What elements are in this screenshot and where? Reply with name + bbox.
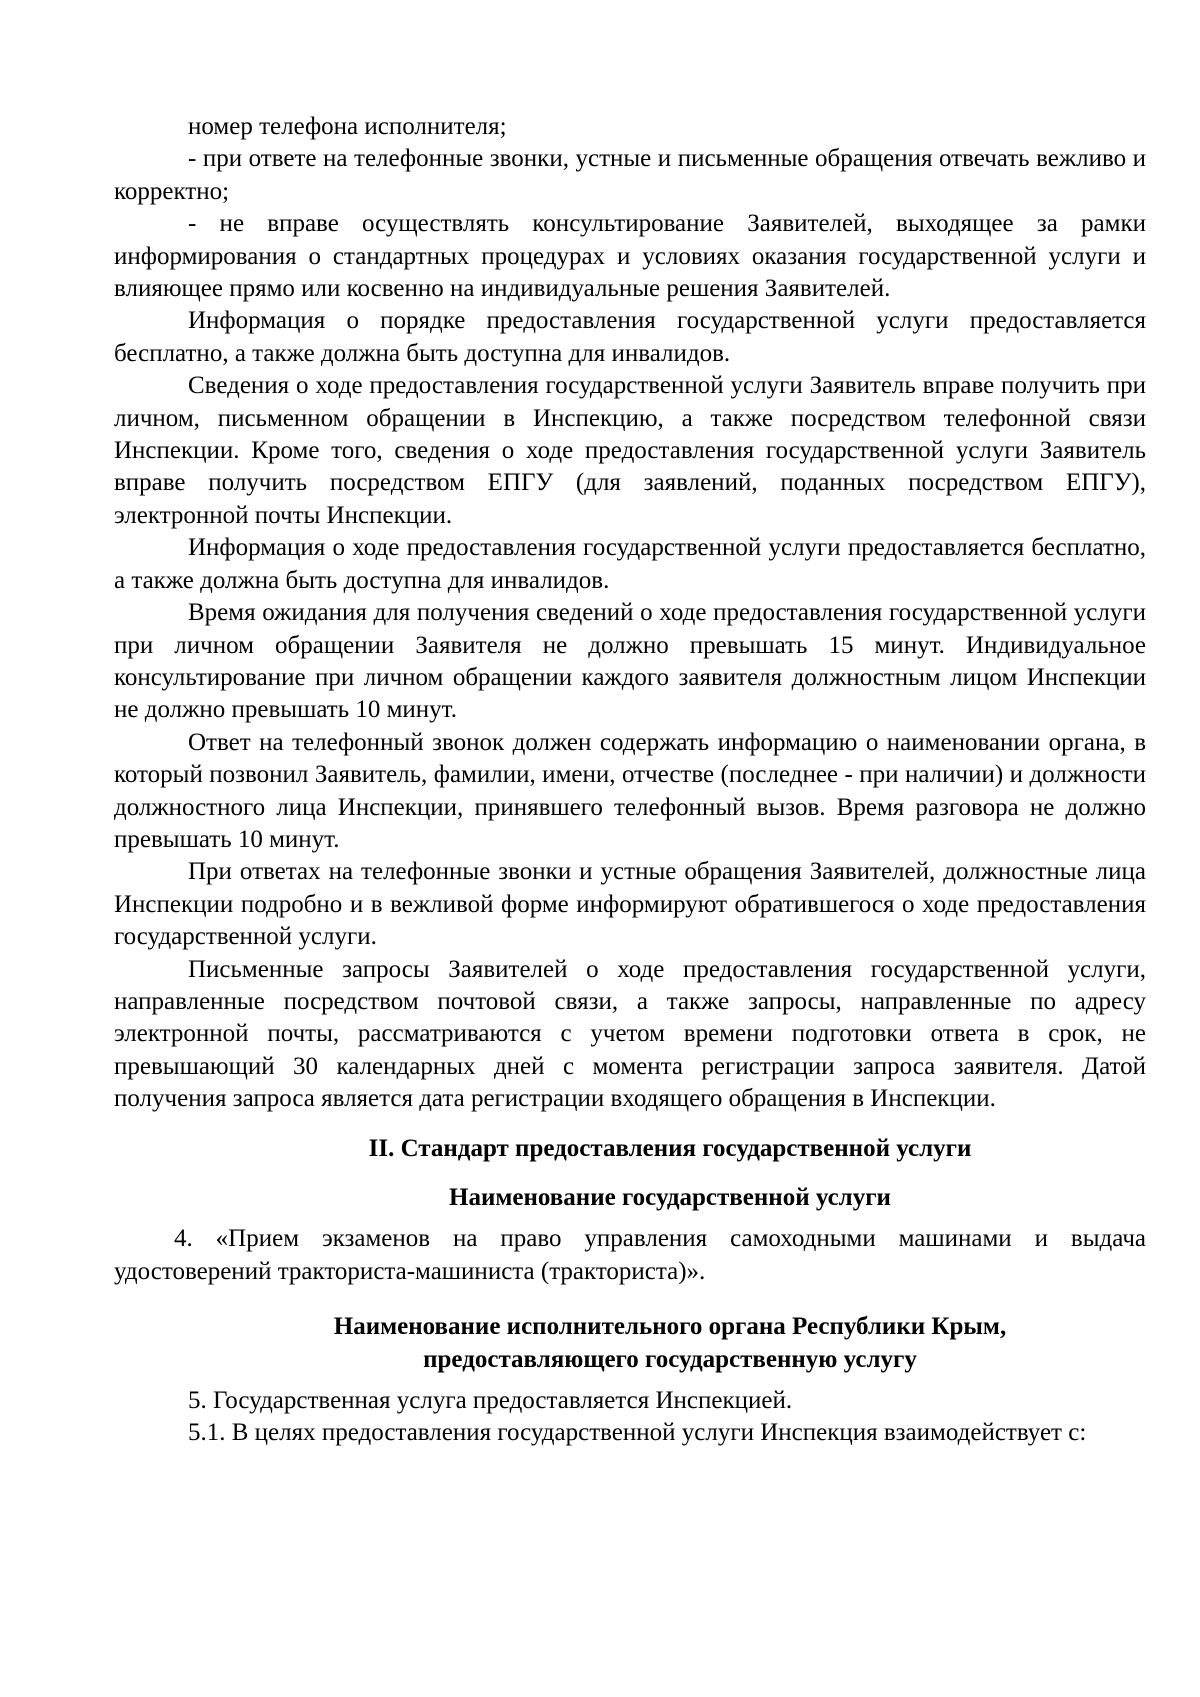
- subheading-service-name: Наименование государственной услуги: [449, 1184, 891, 1211]
- paragraph-answer-politely: - при ответе на телефонные звонки, устные и письменные обращения отвечать вежливо и корректно;: [114, 145, 1146, 205]
- paragraph-progress-free: Информация о ходе предоставления государственной услуги предоставляется бесплатно, а также должна быть доступна для инвалидов.: [114, 534, 1146, 594]
- paragraph-info-free: Информация о порядке предоставления государственной услуги предоставляется бесплатно, а также должна быть доступна для инвалидов.: [114, 307, 1146, 367]
- paragraph-phone: номер телефона исполнителя;: [188, 113, 507, 140]
- paragraph-written-requests: Письменные запросы Заявителей о ходе предоставления государственной услуги, направленные посредством почтовой связи, а также запросы, направленные по адресу электронной почты, рассматриваются с учетом времени подготовки ответа в срок, не превышающий 30 календарных дней с момента регистрации запроса заявителя. Датой получения запроса является дата регистрации входящего обращения в Инспекции.: [114, 955, 1146, 1113]
- paragraph-phone-answer: Ответ на телефонный звонок должен содержать информацию о наименовании органа, в который позвонил Заявитель, фамилии, имени, отчестве (последнее - при наличии) и должности должностного лица Инспекции, принявшего телефонный вызов. Время разговора не должно превышать 10 минут.: [114, 728, 1146, 853]
- paragraph-progress-info: Сведения о ходе предоставления государственной услуги Заявитель вправе получить при личном, письменном обращении в Инспекцию, а также посредством телефонной связи Инспекции. Кроме того, сведения о ходе предоставления государственной услуги Заявитель вправе получить посредством ЕПГУ (для заявлений, поданных посредством ЕПГУ), электронной почты Инспекции.: [114, 372, 1146, 529]
- paragraph-4-service-name: 4. «Прием экзаменов на право управления самоходными машинами и выдача удостоверений тракториста-машиниста (тракториста)».: [114, 1225, 1146, 1285]
- section-heading: II. Стандарт предоставления государственной услуги: [368, 1134, 972, 1162]
- subheading-executive-body-line1: Наименование исполнительного органа Республики Крым,: [333, 1313, 1007, 1341]
- paragraph-waiting-time: Время ожидания для получения сведений о ходе предоставления государственной услуги при личном обращении Заявителя не должно превышать 15 минут. Индивидуальное консультирование при личном обращении каждого заявителя должностным лицом Инспекции не должно превышать 10 минут.: [114, 599, 1146, 724]
- paragraph-consulting-limits: - не вправе осуществлять консультирование Заявителей, выходящее за рамки информирования о стандартных процедурах и условиях оказания государственной услуги и влияющее прямо или косвенно на индивидуальные решения Заявителей.: [114, 210, 1146, 303]
- subheading-executive-body-line2: предоставляющего государственную услугу: [423, 1345, 917, 1373]
- subheading-executive-body: [114, 1311, 1146, 1376]
- paragraph-5: 5. Государственная услуга предоставляется Инспекцией.: [188, 1387, 793, 1415]
- paragraph-oral-answers: При ответах на телефонные звонки и устные обращения Заявителей, должностные лица Инспекции подробно и в вежливой форме информируют обратившегося о ходе предоставления государственной услуги.: [114, 858, 1146, 951]
- paragraph-5-1: 5.1. В целях предоставления государственной услуги Инспекция взаимодействует с:: [188, 1419, 1087, 1447]
